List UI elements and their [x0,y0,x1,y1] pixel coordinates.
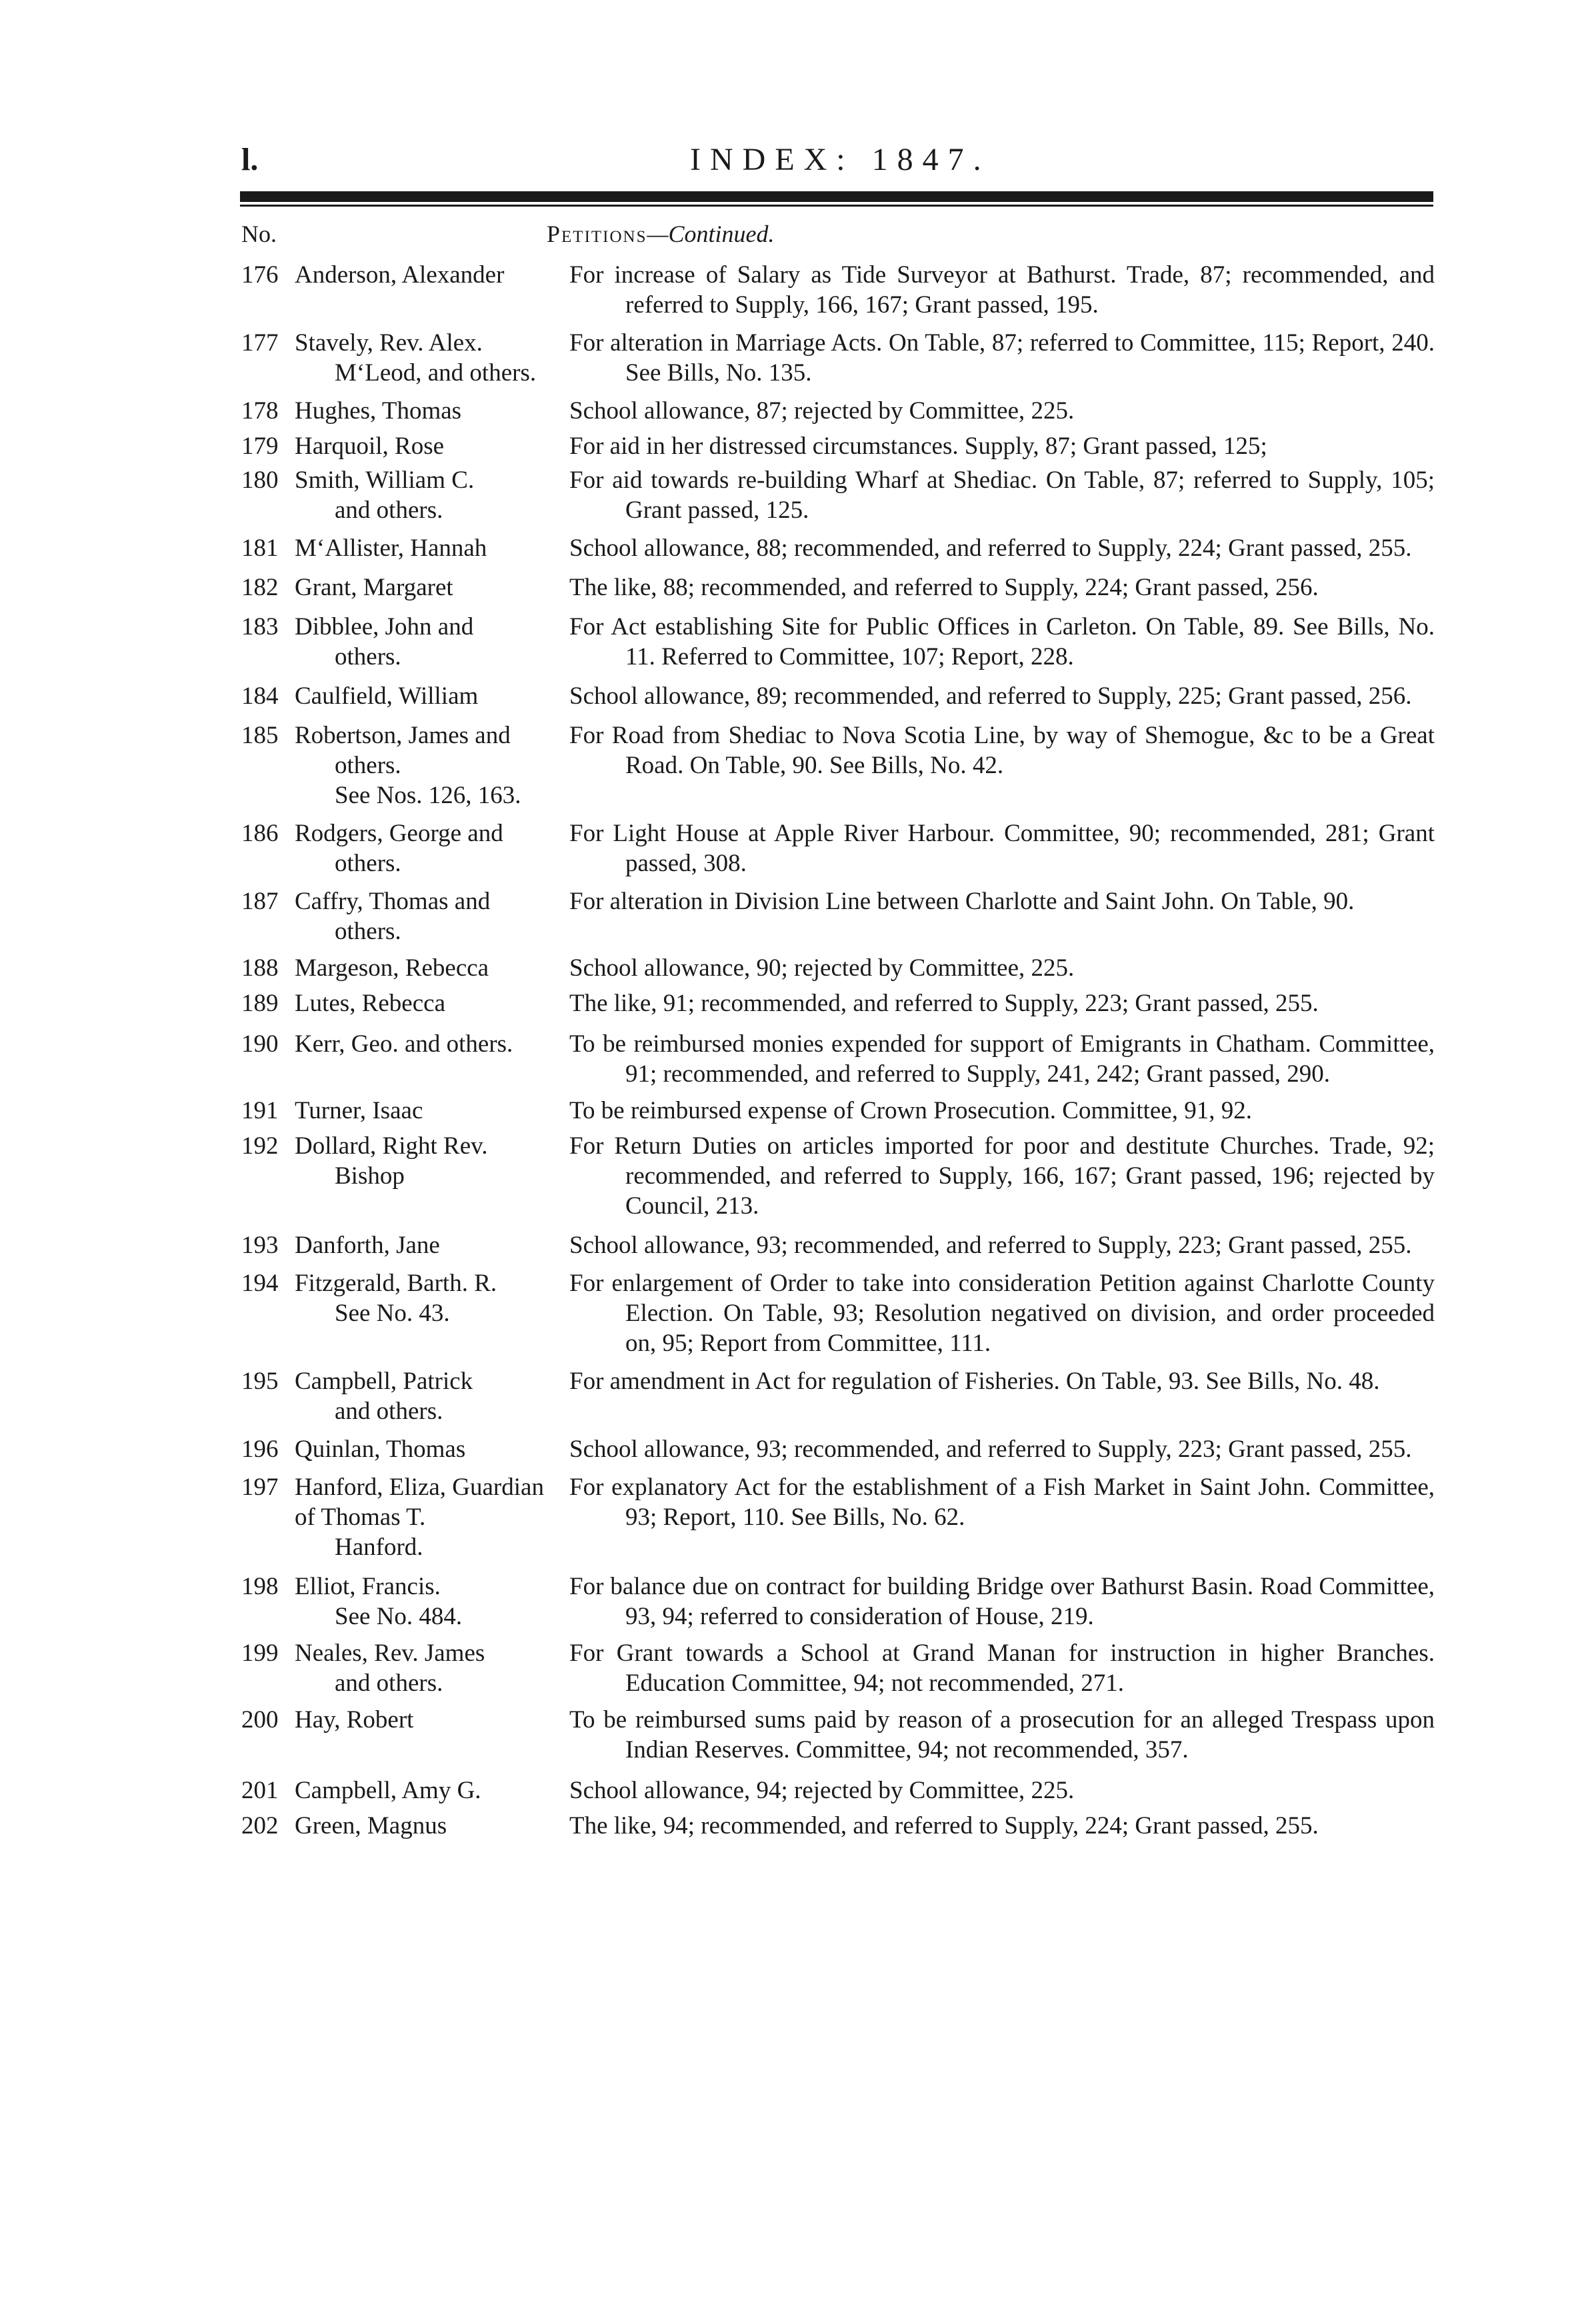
entry-description: For Light House at Apple River Harbour. Committee, 90; recommended, 281; Grant passed, 308. [569,820,1435,877]
entry-number: 179 [241,433,279,460]
entry-number: 180 [241,467,279,494]
petition-entry [241,1638,1435,1698]
header-rule-thin [240,205,1433,207]
petition-entry [241,1096,1435,1126]
petitioner-name-continued: Hanford. [335,1534,423,1561]
entry-description: The like, 94; recommended, and referred to Supply, 224; Grant passed, 255. [569,1812,1319,1839]
petitioner-name: Hughes, Thomas [295,397,462,425]
petition-entry [241,953,1435,983]
entry-petitioner [295,1811,569,1841]
petitioner-name: Kerr, Geo. and others. [295,1030,513,1058]
petitioner-name: Stavely, Rev. Alex. [295,329,483,357]
entry-description: For aid in her distressed circumstances. Supply, 87; Grant passed, 125; [569,433,1267,460]
petition-entry [241,465,1435,525]
petition-entry [241,1131,1435,1221]
entry-petitioner [295,396,569,426]
column-heading-number: No. [241,221,277,247]
entry-number: 201 [241,1777,279,1804]
petitioner-name-continued: others. [335,918,401,945]
petition-entry [241,328,1435,388]
entry-petitioner [295,1638,569,1698]
petition-entry [241,1572,1435,1632]
section-heading [547,220,775,248]
entry-description: School allowance, 89; recommended, and referred to Supply, 225; Grant passed, 256. [569,682,1412,710]
petitioner-name: Turner, Isaac [295,1097,423,1124]
entry-description: For Grant towards a School at Grand Manan for instruction in higher Branches. Education Committee, 94; not recommended, 271. [569,1640,1435,1697]
petition-entry [241,431,1435,461]
petitioner-name: Robertson, James and [295,722,511,749]
entry-number: 202 [241,1812,279,1839]
petitioner-name-continued: and others. [335,1670,443,1697]
petition-entry [241,1268,1435,1358]
entry-number: 197 [241,1474,279,1501]
entry-description: School allowance, 93; recommended, and referred to Supply, 223; Grant passed, 255. [569,1232,1412,1259]
petition-entry [241,612,1435,672]
petitioner-name: Fitzgerald, Barth. R. [295,1270,497,1297]
petitioner-name-continued: See No. 43. [335,1300,450,1327]
entry-number: 185 [241,722,279,749]
petition-entry [241,260,1435,320]
petition-entry [241,573,1435,602]
petitioner-name: Margeson, Rebecca [295,954,489,982]
entry-description: For enlargement of Order to take into consideration Petition against Charlotte County Election. On Table, 93; Resolution negatived on division, and order proceeded on, 95; Report from Committee, 111. [569,1270,1435,1357]
entry-petitioner [295,988,569,1018]
petition-entry [241,681,1435,711]
entry-number: 192 [241,1132,279,1160]
entry-petitioner [295,886,569,946]
entry-description: For explanatory Act for the establishment of a Fish Market in Saint John. Committee, 93; Report, 110. See Bills, No. 62. [569,1474,1435,1531]
entry-petitioner [295,260,569,290]
entry-number: 184 [241,682,279,710]
entry-petitioner [295,720,569,810]
entry-number: 191 [241,1097,279,1124]
petitioner-name-continued: and others. [335,497,443,524]
petitioner-name: M‘Allister, Hannah [295,535,487,562]
entry-number: 200 [241,1706,279,1734]
petitioner-name: Grant, Margaret [295,574,453,601]
header-rule-thick [240,191,1433,202]
entry-description: For alteration in Division Line between Charlotte and Saint John. On Table, 90. [569,888,1355,915]
entry-description: School allowance, 88; recommended, and referred to Supply, 224; Grant passed, 255. [569,535,1412,562]
petitioner-name-continued: Bishop [335,1162,405,1190]
entry-petitioner [295,1230,569,1260]
entry-number: 178 [241,397,279,425]
entry-petitioner [295,818,569,878]
petition-entry [241,1029,1435,1089]
entry-number: 177 [241,329,279,357]
petitioner-name: Anderson, Alexander [295,261,505,289]
petitioner-name: Green, Magnus [295,1812,447,1839]
entry-description: The like, 91; recommended, and referred to Supply, 223; Grant passed, 255. [569,990,1319,1017]
petition-entry [241,533,1435,563]
petition-entry [241,988,1435,1018]
running-title: INDEX: 1847. [690,142,991,177]
petitioner-name: Caulfield, William [295,682,479,710]
entry-description: School allowance, 94; rejected by Committee, 225. [569,1777,1075,1804]
entry-petitioner [295,1775,569,1805]
section-heading-label: Petitions [547,221,647,247]
entry-number: 189 [241,990,279,1017]
petition-entry [241,396,1435,426]
entry-number: 181 [241,535,279,562]
entry-description: To be reimbursed expense of Crown Prosecution. Committee, 91, 92. [569,1097,1252,1124]
entry-number: 193 [241,1232,279,1259]
entry-petitioner [295,431,569,461]
entry-number: 194 [241,1270,279,1297]
entry-description: For alteration in Marriage Acts. On Table, 87; referred to Committee, 115; Report, 240. See Bills, No. 135. [569,329,1435,387]
entry-number: 199 [241,1640,279,1667]
petitioner-name: Harquoil, Rose [295,433,445,460]
entry-petitioner [295,612,569,672]
entry-description: For increase of Salary as Tide Surveyor at Bathurst. Trade, 87; recommended, and referred to Supply, 166, 167; Grant passed, 195. [569,261,1435,319]
entry-description: For aid towards re-building Wharf at Shediac. On Table, 87; referred to Supply, 105; Grant passed, 125. [569,467,1435,524]
entry-petitioner [295,953,569,983]
entry-petitioner [295,1268,569,1328]
entry-number: 198 [241,1573,279,1600]
petitioner-name: Danforth, Jane [295,1232,440,1259]
petitioner-name: Campbell, Amy G. [295,1777,481,1804]
petitioner-name-continued: others. [335,752,401,779]
page-header [0,141,1576,188]
entry-number: 183 [241,613,279,640]
entry-number: 186 [241,820,279,847]
entry-number: 182 [241,574,279,601]
entry-petitioner [295,1096,569,1126]
petitioner-name: Rodgers, George and [295,820,503,847]
entry-description: For Return Duties on articles imported for poor and destitute Churches. Trade, 92; recommended, and referred to Supply, 166, 167; Grant passed, 196; rejected by Council, 213. [569,1132,1435,1220]
entry-petitioner [295,1434,569,1464]
petition-entry [241,818,1435,878]
petitioner-name-continued: and others. [335,1398,443,1425]
entry-description: For balance due on contract for building Bridge over Bathurst Basin. Road Committee, 93, 94; referred to consideration of House, 219. [569,1573,1435,1630]
entry-petitioner [295,465,569,525]
petitioner-name-continued: others. [335,643,401,670]
petition-entry [241,1811,1435,1841]
page-number: l. [241,142,259,177]
petitioner-name: Quinlan, Thomas [295,1436,466,1463]
petitioner-name-continued: others. [335,850,401,877]
petitioner-name: Dollard, Right Rev. [295,1132,488,1160]
petition-entry [241,1434,1435,1464]
entry-number: 176 [241,261,279,289]
entry-description: The like, 88; recommended, and referred to Supply, 224; Grant passed, 256. [569,574,1319,601]
petitioner-name: Campbell, Patrick [295,1368,473,1395]
entry-number: 188 [241,954,279,982]
entry-petitioner [295,1366,569,1426]
petitioner-name: Elliot, Francis. [295,1573,441,1600]
entry-description: School allowance, 90; rejected by Committee, 225. [569,954,1075,982]
section-heading-suffix: —Continued. [647,221,775,247]
petitioner-name-continued: M‘Leod, and others. [335,359,537,387]
petitioner-name-continued: See No. 484. [335,1603,463,1630]
entry-description: To be reimbursed sums paid by reason of a prosecution for an alleged Trespass upon Indian Reserves. Committee, 94; not recommended, 357. [569,1706,1435,1763]
petition-entry [241,1230,1435,1260]
entry-petitioner [295,533,569,563]
cross-reference: See Nos. 126, 163. [335,782,521,809]
petition-entry [241,1705,1435,1765]
entry-petitioner [295,1705,569,1735]
petition-entry [241,1472,1435,1562]
entry-number: 195 [241,1368,279,1395]
entry-number: 190 [241,1030,279,1058]
entry-description: For Road from Shediac to Nova Scotia Line, by way of Shemogue, &c to be a Great Road. On Table, 90. See Bills, No. 42. [569,722,1435,779]
entry-petitioner [295,1131,569,1191]
entry-description: School allowance, 93; recommended, and referred to Supply, 223; Grant passed, 255. [569,1436,1412,1463]
petitioner-name: Hay, Robert [295,1706,414,1734]
entry-description: For Act establishing Site for Public Offices in Carleton. On Table, 89. See Bills, No. 11. Referred to Committee, 107; Report, 228. [569,613,1435,670]
petitioner-name: Hanford, Eliza, Guardian of Thomas T. [295,1474,544,1531]
entry-description: School allowance, 87; rejected by Committee, 225. [569,397,1075,425]
entry-petitioner [295,328,569,388]
petitioner-name: Neales, Rev. James [295,1640,485,1667]
petition-entry [241,1366,1435,1426]
entry-number: 196 [241,1436,279,1463]
entry-description: For amendment in Act for regulation of Fisheries. On Table, 93. See Bills, No. 48. [569,1368,1380,1395]
petition-entry [241,1775,1435,1805]
entry-description: To be reimbursed monies expended for support of Emigrants in Chatham. Committee, 91; recommended, and referred to Supply, 241, 242; Grant passed, 290. [569,1030,1435,1088]
entry-number: 187 [241,888,279,915]
entry-petitioner [295,681,569,711]
petition-entry [241,720,1435,810]
petitioner-name: Smith, William C. [295,467,475,494]
petitioner-name: Dibblee, John and [295,613,474,640]
petitioner-name: Lutes, Rebecca [295,990,445,1017]
entry-petitioner [295,1029,569,1059]
petition-entry [241,886,1435,946]
entry-petitioner [295,1572,569,1632]
entry-petitioner [295,573,569,602]
petition-entry-list [241,253,1435,1841]
entry-petitioner [295,1472,569,1562]
petitioner-name: Caffry, Thomas and [295,888,491,915]
